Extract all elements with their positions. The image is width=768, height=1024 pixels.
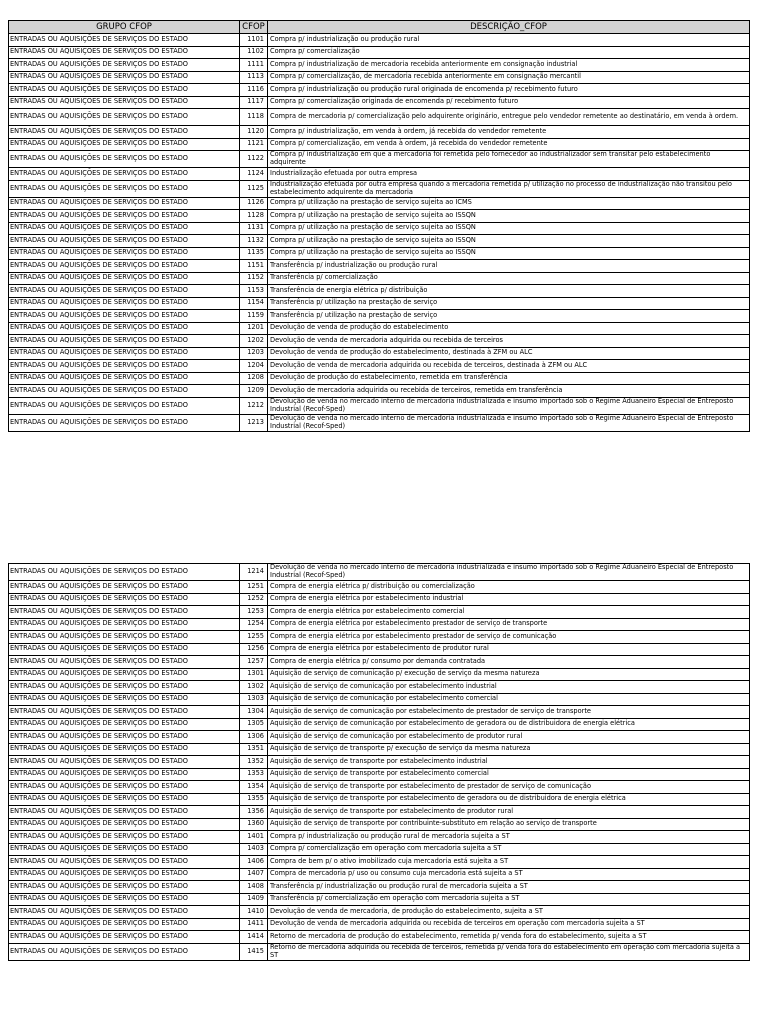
table-row: [9, 385, 750, 398]
descricao-cell: Industrialização efetuada por outra empresa quando a mercadoria remetida p/ utilização no processo de industrialização não transitou pelo estabelecimento adquirente da mercadoria: [268, 180, 750, 197]
cfop-cell: 1409: [240, 893, 268, 906]
grupo-cell: ENTRADAS OU AQUISIÇÕES DE SERVIÇOS DO ESTADO: [9, 285, 240, 298]
grupo-cell: ENTRADAS OU AQUISIÇÕES DE SERVIÇOS DO ESTADO: [9, 831, 240, 844]
table-row: [9, 235, 750, 248]
cfop-cell: 1111: [240, 59, 268, 72]
table-row: [9, 59, 750, 72]
grupo-cell: ENTRADAS OU AQUISIÇÕES DE SERVIÇOS DO ESTADO: [9, 793, 240, 806]
cfop-cell: 1159: [240, 310, 268, 323]
table-row: [9, 272, 750, 285]
cfop-cell: 1356: [240, 806, 268, 819]
table-row: [9, 756, 750, 769]
cfop-cell: 1408: [240, 881, 268, 894]
grupo-cell: ENTRADAS OU AQUISIÇÕES DE SERVIÇOS DO ESTADO: [9, 126, 240, 139]
descricao-cell: Compra p/ utilização na prestação de serviço sujeita ao ISSQN: [268, 235, 750, 248]
grupo-cell: ENTRADAS OU AQUISIÇÕES DE SERVIÇOS DO ESTADO: [9, 372, 240, 385]
cfop-cell: 1202: [240, 335, 268, 348]
cfop-cell: 1135: [240, 247, 268, 260]
cfop-cell: 1101: [240, 34, 268, 47]
descricao-cell: Compra p/ industrialização ou produção rural de mercadoria sujeita a ST: [268, 831, 750, 844]
cfop-cell: 1253: [240, 606, 268, 619]
table-row: [9, 247, 750, 260]
descricao-cell: Aquisição de serviço de transporte por estabelecimento de geradora ou de distribuidora de energia elétrica: [268, 793, 750, 806]
cfop-cell: 1125: [240, 180, 268, 197]
table-row: [9, 71, 750, 84]
descricao-cell: Compra p/ industrialização ou produção rural: [268, 34, 750, 47]
table-row: [9, 656, 750, 669]
table-row: [9, 322, 750, 335]
grupo-cell: ENTRADAS OU AQUISIÇÕES DE SERVIÇOS DO ESTADO: [9, 96, 240, 109]
grupo-cell: ENTRADAS OU AQUISIÇÕES DE SERVIÇOS DO ESTADO: [9, 180, 240, 197]
descricao-cell: Compra de bem p/ o ativo imobilizado cuja mercadoria está sujeita a ST: [268, 856, 750, 869]
table-row: [9, 618, 750, 631]
descricao-cell: Compra de mercadoria p/ comercialização pelo adquirente originário, entregue pelo vendedor remetente ao destinatário, em venda à ordem.: [268, 109, 750, 126]
grupo-cell: ENTRADAS OU AQUISIÇÕES DE SERVIÇOS DO ESTADO: [9, 931, 240, 944]
table-row: [9, 818, 750, 831]
table-row: [9, 347, 750, 360]
cfop-cell: 1126: [240, 197, 268, 210]
table-row: [9, 84, 750, 97]
table-row: [9, 397, 750, 414]
descricao-cell: Compra p/ utilização na prestação de serviço sujeita ao ISSQN: [268, 247, 750, 260]
grupo-cell: ENTRADAS OU AQUISIÇÕES DE SERVIÇOS DO ESTADO: [9, 34, 240, 47]
table-row: [9, 693, 750, 706]
table-row: [9, 881, 750, 894]
grupo-cell: ENTRADAS OU AQUISIÇÕES DE SERVIÇOS DO ESTADO: [9, 297, 240, 310]
cfop-cell: 1124: [240, 168, 268, 181]
table-row: [9, 856, 750, 869]
grupo-cell: ENTRADAS OU AQUISIÇÕES DE SERVIÇOS DO ESTADO: [9, 197, 240, 210]
table-row: [9, 297, 750, 310]
descricao-cell: Aquisição de serviço de transporte por estabelecimento industrial: [268, 756, 750, 769]
grupo-cell: ENTRADAS OU AQUISIÇÕES DE SERVIÇOS DO ESTADO: [9, 743, 240, 756]
grupo-cell: ENTRADAS OU AQUISIÇÕES DE SERVIÇOS DO ESTADO: [9, 397, 240, 414]
cfop-cell: 1252: [240, 593, 268, 606]
table-row: [9, 34, 750, 47]
grupo-cell: ENTRADAS OU AQUISIÇÕES DE SERVIÇOS DO ESTADO: [9, 731, 240, 744]
descricao-cell: Aquisição de serviço de transporte por estabelecimento comercial: [268, 768, 750, 781]
table-row: [9, 138, 750, 151]
cfop-cell: 1120: [240, 126, 268, 139]
table-row: [9, 96, 750, 109]
cfop-cell: 1256: [240, 643, 268, 656]
descricao-cell: Retorno de mercadoria de produção do estabelecimento, remetida p/ venda fora do estabelecimento, sujeita a ST: [268, 931, 750, 944]
descricao-cell: Devolução de venda no mercado interno de mercadoria industrializada e insumo importado sob o Regime Aduaneiro Especial de Entreposto Industrial (Recof-Sped): [268, 564, 750, 581]
header-cfop: CFOP: [240, 21, 268, 34]
table-row: [9, 868, 750, 881]
grupo-cell: ENTRADAS OU AQUISIÇÕES DE SERVIÇOS DO ESTADO: [9, 606, 240, 619]
cfop-cell: 1153: [240, 285, 268, 298]
descricao-cell: Aquisição de serviço de comunicação p/ execução de serviço da mesma natureza: [268, 668, 750, 681]
cfop-cell: 1131: [240, 222, 268, 235]
table-row: [9, 414, 750, 431]
grupo-cell: ENTRADAS OU AQUISIÇÕES DE SERVIÇOS DO ESTADO: [9, 247, 240, 260]
grupo-cell: ENTRADAS OU AQUISIÇÕES DE SERVIÇOS DO ESTADO: [9, 706, 240, 719]
descricao-cell: Aquisição de serviço de transporte por contribuinte-substituto em relação ao serviço de transporte: [268, 818, 750, 831]
table-row: [9, 668, 750, 681]
table-row: [9, 593, 750, 606]
table-row: [9, 109, 750, 126]
grupo-cell: ENTRADAS OU AQUISIÇÕES DE SERVIÇOS DO ESTADO: [9, 151, 240, 168]
descricao-cell: Aquisição de serviço de transporte por estabelecimento de prestador de serviço de comunicação: [268, 781, 750, 794]
table-row: [9, 806, 750, 819]
cfop-cell: 1208: [240, 372, 268, 385]
descricao-cell: Compra p/ utilização na prestação de serviço sujeita ao ISSQN: [268, 222, 750, 235]
grupo-cell: ENTRADAS OU AQUISIÇÕES DE SERVIÇOS DO ESTADO: [9, 581, 240, 594]
cfop-cell: 1152: [240, 272, 268, 285]
cfop-cell: 1254: [240, 618, 268, 631]
grupo-cell: ENTRADAS OU AQUISIÇÕES DE SERVIÇOS DO ESTADO: [9, 818, 240, 831]
grupo-cell: ENTRADAS OU AQUISIÇÕES DE SERVIÇOS DO ESTADO: [9, 918, 240, 931]
cfop-cell: 1401: [240, 831, 268, 844]
grupo-cell: ENTRADAS OU AQUISIÇÕES DE SERVIÇOS DO ESTADO: [9, 385, 240, 398]
table-row: [9, 643, 750, 656]
table-row: [9, 931, 750, 944]
table-row: [9, 285, 750, 298]
descricao-cell: Transferência de energia elétrica p/ distribuição: [268, 285, 750, 298]
grupo-cell: ENTRADAS OU AQUISIÇÕES DE SERVIÇOS DO ESTADO: [9, 414, 240, 431]
grupo-cell: ENTRADAS OU AQUISIÇÕES DE SERVIÇOS DO ESTADO: [9, 84, 240, 97]
cfop-cell: 1410: [240, 906, 268, 919]
cfop-cell: 1302: [240, 681, 268, 694]
table-row: [9, 681, 750, 694]
descricao-cell: Compra p/ industrialização ou produção rural originada de encomenda p/ recebimento futuro: [268, 84, 750, 97]
cfop-cell: 1201: [240, 322, 268, 335]
descricao-cell: Compra p/ comercialização, de mercadoria recebida anteriormente em consignação mercantil: [268, 71, 750, 84]
descricao-cell: Compra de energia elétrica por estabelecimento industrial: [268, 593, 750, 606]
cfop-cell: 1415: [240, 943, 268, 960]
grupo-cell: ENTRADAS OU AQUISIÇÕES DE SERVIÇOS DO ESTADO: [9, 272, 240, 285]
descricao-cell: Aquisição de serviço de transporte por estabelecimento de produtor rural: [268, 806, 750, 819]
descricao-cell: Compra de energia elétrica por estabelecimento prestador de serviço de transporte: [268, 618, 750, 631]
grupo-cell: ENTRADAS OU AQUISIÇÕES DE SERVIÇOS DO ESTADO: [9, 868, 240, 881]
grupo-cell: ENTRADAS OU AQUISIÇÕES DE SERVIÇOS DO ESTADO: [9, 643, 240, 656]
cfop-cell: 1117: [240, 96, 268, 109]
table-row: [9, 768, 750, 781]
cfop-cell: 1212: [240, 397, 268, 414]
descricao-cell: Compra de energia elétrica por estabelecimento prestador de serviço de comunicação: [268, 631, 750, 644]
cfop-cell: 1301: [240, 668, 268, 681]
grupo-cell: ENTRADAS OU AQUISIÇÕES DE SERVIÇOS DO ESTADO: [9, 693, 240, 706]
grupo-cell: ENTRADAS OU AQUISIÇÕES DE SERVIÇOS DO ESTADO: [9, 593, 240, 606]
cfop-cell: 1411: [240, 918, 268, 931]
descricao-cell: Compra p/ industrialização de mercadoria recebida anteriormente em consignação industrial: [268, 59, 750, 72]
cfop-cell: 1352: [240, 756, 268, 769]
grupo-cell: ENTRADAS OU AQUISIÇÕES DE SERVIÇOS DO ESTADO: [9, 756, 240, 769]
table-row: [9, 46, 750, 59]
grupo-cell: ENTRADAS OU AQUISIÇÕES DE SERVIÇOS DO ESTADO: [9, 260, 240, 273]
descricao-cell: Compra de energia elétrica p/ distribuição ou comercialização: [268, 581, 750, 594]
descricao-cell: Devolução de venda no mercado interno de mercadoria industrializada e insumo importado sob o Regime Aduaneiro Especial de Entreposto Industrial (Recof-Sped): [268, 414, 750, 431]
descricao-cell: Devolução de mercadoria adquirida ou recebida de terceiros, remetida em transferência: [268, 385, 750, 398]
grupo-cell: ENTRADAS OU AQUISIÇÕES DE SERVIÇOS DO ESTADO: [9, 322, 240, 335]
table-row: [9, 168, 750, 181]
table-row: [9, 260, 750, 273]
cfop-cell: 1354: [240, 781, 268, 794]
descricao-cell: Aquisição de serviço de comunicação por estabelecimento de geradora ou de distribuidora de energia elétrica: [268, 718, 750, 731]
grupo-cell: ENTRADAS OU AQUISIÇÕES DE SERVIÇOS DO ESTADO: [9, 768, 240, 781]
descricao-cell: Compra p/ industrialização, em venda à ordem, já recebida do vendedor remetente: [268, 126, 750, 139]
table-row: [9, 606, 750, 619]
cfop-cell: 1204: [240, 360, 268, 373]
table-row: [9, 310, 750, 323]
cfop-cell: 1113: [240, 71, 268, 84]
grupo-cell: ENTRADAS OU AQUISIÇÕES DE SERVIÇOS DO ESTADO: [9, 943, 240, 960]
table-row: [9, 781, 750, 794]
table-row: [9, 372, 750, 385]
table-row: [9, 943, 750, 960]
descricao-cell: Compra de energia elétrica p/ consumo por demanda contratada: [268, 656, 750, 669]
grupo-cell: ENTRADAS OU AQUISIÇÕES DE SERVIÇOS DO ESTADO: [9, 168, 240, 181]
grupo-cell: ENTRADAS OU AQUISIÇÕES DE SERVIÇOS DO ESTADO: [9, 335, 240, 348]
table-row: [9, 743, 750, 756]
descricao-cell: Devolução de venda de produção do estabelecimento: [268, 322, 750, 335]
descricao-cell: Devolução de venda de produção do estabelecimento, destinada à ZFM ou ALC: [268, 347, 750, 360]
descricao-cell: Aquisição de serviço de comunicação por estabelecimento de produtor rural: [268, 731, 750, 744]
descricao-cell: Compra p/ comercialização em operação com mercadoria sujeita a ST: [268, 843, 750, 856]
descricao-cell: Aquisição de serviço de comunicação por estabelecimento industrial: [268, 681, 750, 694]
table-row: [9, 831, 750, 844]
grupo-cell: ENTRADAS OU AQUISIÇÕES DE SERVIÇOS DO ESTADO: [9, 138, 240, 151]
descricao-cell: Transferência p/ comercialização em operação com mercadoria sujeita a ST: [268, 893, 750, 906]
grupo-cell: ENTRADAS OU AQUISIÇÕES DE SERVIÇOS DO ESTADO: [9, 906, 240, 919]
descricao-cell: Retorno de mercadoria adquirida ou recebida de terceiros, remetida p/ venda fora do estabelecimento em operação com mercadoria sujeita a ST: [268, 943, 750, 960]
cfop-cell: 1304: [240, 706, 268, 719]
descricao-cell: Devolução de venda de mercadoria, de produção do estabelecimento, sujeita a ST: [268, 906, 750, 919]
table-row: [9, 843, 750, 856]
grupo-cell: ENTRADAS OU AQUISIÇÕES DE SERVIÇOS DO ESTADO: [9, 668, 240, 681]
cfop-cell: 1214: [240, 564, 268, 581]
table-row: [9, 706, 750, 719]
table-row: [9, 581, 750, 594]
cfop-cell: 1251: [240, 581, 268, 594]
descricao-cell: Compra de mercadoria p/ uso ou consumo cuja mercadoria está sujeita a ST: [268, 868, 750, 881]
table-row: [9, 360, 750, 373]
cfop-cell: 1132: [240, 235, 268, 248]
descricao-cell: Devolução de venda no mercado interno de mercadoria industrializada e insumo importado sob o Regime Aduaneiro Especial de Entreposto Industrial (Recof-Sped): [268, 397, 750, 414]
table-row: [9, 793, 750, 806]
grupo-cell: ENTRADAS OU AQUISIÇÕES DE SERVIÇOS DO ESTADO: [9, 893, 240, 906]
cfop-cell: 1351: [240, 743, 268, 756]
cfop-cell: 1128: [240, 210, 268, 223]
descricao-cell: Devolução de venda de mercadoria adquirida ou recebida de terceiros: [268, 335, 750, 348]
descricao-cell: Compra de energia elétrica por estabelecimento de produtor rural: [268, 643, 750, 656]
grupo-cell: ENTRADAS OU AQUISIÇÕES DE SERVIÇOS DO ESTADO: [9, 71, 240, 84]
descricao-cell: Devolução de venda de mercadoria adquirida ou recebida de terceiros em operação com mercadoria sujeita a ST: [268, 918, 750, 931]
grupo-cell: ENTRADAS OU AQUISIÇÕES DE SERVIÇOS DO ESTADO: [9, 347, 240, 360]
descricao-cell: Devolução de venda de mercadoria adquirida ou recebida de terceiros, destinada à ZFM ou ALC: [268, 360, 750, 373]
descricao-cell: Transferência p/ industrialização ou produção rural de mercadoria sujeita a ST: [268, 881, 750, 894]
table-row: [9, 906, 750, 919]
descricao-cell: Aquisição de serviço de comunicação por estabelecimento de prestador de serviço de transporte: [268, 706, 750, 719]
cfop-cell: 1255: [240, 631, 268, 644]
cfop-cell: 1414: [240, 931, 268, 944]
cfop-cell: 1355: [240, 793, 268, 806]
grupo-cell: ENTRADAS OU AQUISIÇÕES DE SERVIÇOS DO ESTADO: [9, 881, 240, 894]
descricao-cell: Transferência p/ comercialização: [268, 272, 750, 285]
cfop-cell: 1257: [240, 656, 268, 669]
descricao-cell: Compra de energia elétrica por estabelecimento comercial: [268, 606, 750, 619]
descricao-cell: Compra p/ comercialização, em venda à ordem, já recebida do vendedor remetente: [268, 138, 750, 151]
table-row: [9, 151, 750, 168]
cfop-cell: 1102: [240, 46, 268, 59]
cfop-cell: 1118: [240, 109, 268, 126]
cfop-cell: 1122: [240, 151, 268, 168]
grupo-cell: ENTRADAS OU AQUISIÇÕES DE SERVIÇOS DO ESTADO: [9, 718, 240, 731]
cfop-cell: 1403: [240, 843, 268, 856]
grupo-cell: ENTRADAS OU AQUISIÇÕES DE SERVIÇOS DO ESTADO: [9, 631, 240, 644]
descricao-cell: Compra p/ industrialização em que a mercadoria foi remetida pelo fornecedor ao industrializador sem transitar pelo estabelecimento adquirente: [268, 151, 750, 168]
table-row: [9, 180, 750, 197]
table-row: [9, 918, 750, 931]
cfop-cell: 1154: [240, 297, 268, 310]
table-row: [9, 335, 750, 348]
table-row: [9, 731, 750, 744]
cfop-cell: 1407: [240, 868, 268, 881]
descricao-cell: Devolução de produção do estabelecimento, remetida em transferência: [268, 372, 750, 385]
descricao-cell: Transferência p/ industrialização ou produção rural: [268, 260, 750, 273]
cfop-cell: 1203: [240, 347, 268, 360]
grupo-cell: ENTRADAS OU AQUISIÇÕES DE SERVIÇOS DO ESTADO: [9, 806, 240, 819]
cfop-cell: 1213: [240, 414, 268, 431]
descricao-cell: Compra p/ comercialização: [268, 46, 750, 59]
table-row: [9, 126, 750, 139]
grupo-cell: ENTRADAS OU AQUISIÇÕES DE SERVIÇOS DO ESTADO: [9, 618, 240, 631]
grupo-cell: ENTRADAS OU AQUISIÇÕES DE SERVIÇOS DO ESTADO: [9, 564, 240, 581]
grupo-cell: ENTRADAS OU AQUISIÇÕES DE SERVIÇOS DO ESTADO: [9, 681, 240, 694]
descricao-cell: Compra p/ utilização na prestação de serviço sujeita ao ISSQN: [268, 210, 750, 223]
table-row: [9, 564, 750, 581]
descricao-cell: Aquisição de serviço de comunicação por estabelecimento comercial: [268, 693, 750, 706]
grupo-cell: ENTRADAS OU AQUISIÇÕES DE SERVIÇOS DO ESTADO: [9, 856, 240, 869]
table-row: [9, 631, 750, 644]
descricao-cell: Compra p/ comercialização originada de encomenda p/ recebimento futuro: [268, 96, 750, 109]
table-header-row: [9, 21, 750, 34]
cfop-cell: 1306: [240, 731, 268, 744]
descricao-cell: Compra p/ utilização na prestação de serviço sujeita ao ICMS: [268, 197, 750, 210]
grupo-cell: ENTRADAS OU AQUISIÇÕES DE SERVIÇOS DO ESTADO: [9, 843, 240, 856]
table-row: [9, 210, 750, 223]
grupo-cell: ENTRADAS OU AQUISIÇÕES DE SERVIÇOS DO ESTADO: [9, 46, 240, 59]
grupo-cell: ENTRADAS OU AQUISIÇÕES DE SERVIÇOS DO ESTADO: [9, 109, 240, 126]
cfop-cell: 1353: [240, 768, 268, 781]
descricao-cell: Aquisição de serviço de transporte p/ execução de serviço da mesma natureza: [268, 743, 750, 756]
cfop-cell: 1121: [240, 138, 268, 151]
cfop-cell: 1406: [240, 856, 268, 869]
cfop-cell: 1303: [240, 693, 268, 706]
table-row: [9, 197, 750, 210]
table-row: [9, 718, 750, 731]
descricao-cell: Transferência p/ utilização na prestação de serviço: [268, 310, 750, 323]
cfop-cell: 1151: [240, 260, 268, 273]
grupo-cell: ENTRADAS OU AQUISIÇÕES DE SERVIÇOS DO ESTADO: [9, 360, 240, 373]
grupo-cell: ENTRADAS OU AQUISIÇÕES DE SERVIÇOS DO ESTADO: [9, 210, 240, 223]
header-grupo: GRUPO CFOP: [9, 21, 240, 34]
grupo-cell: ENTRADAS OU AQUISIÇÕES DE SERVIÇOS DO ESTADO: [9, 235, 240, 248]
descricao-cell: Industrialização efetuada por outra empresa: [268, 168, 750, 181]
table-row: [9, 893, 750, 906]
cfop-cell: 1209: [240, 385, 268, 398]
cfop-cell: 1360: [240, 818, 268, 831]
cfop-table-page-2: [8, 563, 750, 961]
grupo-cell: ENTRADAS OU AQUISIÇÕES DE SERVIÇOS DO ESTADO: [9, 656, 240, 669]
grupo-cell: ENTRADAS OU AQUISIÇÕES DE SERVIÇOS DO ESTADO: [9, 59, 240, 72]
cfop-cell: 1305: [240, 718, 268, 731]
table-row: [9, 222, 750, 235]
grupo-cell: ENTRADAS OU AQUISIÇÕES DE SERVIÇOS DO ESTADO: [9, 222, 240, 235]
cfop-cell: 1116: [240, 84, 268, 97]
descricao-cell: Transferência p/ utilização na prestação de serviço: [268, 297, 750, 310]
header-descricao: DESCRIÇÃO_CFOP: [268, 21, 750, 34]
cfop-table-page-1: [8, 20, 750, 432]
grupo-cell: ENTRADAS OU AQUISIÇÕES DE SERVIÇOS DO ESTADO: [9, 310, 240, 323]
grupo-cell: ENTRADAS OU AQUISIÇÕES DE SERVIÇOS DO ESTADO: [9, 781, 240, 794]
